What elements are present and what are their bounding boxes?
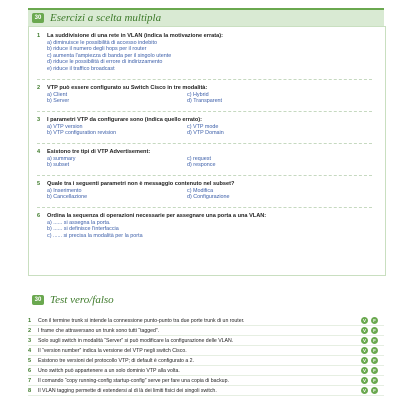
true-button[interactable]: V [362,338,366,343]
false-button[interactable]: F [371,387,378,394]
tf-statement: Il “version number” indica la versione del VTP negli switch Cisco. [38,347,187,354]
true-button[interactable]: V [362,318,366,323]
tf-number: 2 [28,327,32,334]
question-text: Esistono tre tipi di VTP Advertisement: [47,149,151,155]
section-number-badge: 30 [32,295,44,305]
option[interactable]: b) Cancellazione [47,194,88,201]
option[interactable]: d) responce [187,162,216,169]
tf-item [28,366,384,376]
option[interactable]: d) riduce le possibilità di errore di indirizzamento [47,59,163,66]
question-number: 2 [37,85,41,91]
true-button[interactable]: V [362,348,366,353]
option[interactable]: b) riduce il numero degli hops per il router [47,46,147,53]
option[interactable]: a) Client [47,92,68,98]
tf-statement: I frame che attraversano un trunk sono tutti “tagged”. [38,327,160,334]
tf-statement: Esistono tre versioni del protocollo VTP; di default è configurato a 2. [38,357,194,364]
option[interactable]: b) ...... si definisce l'interfaccia [47,226,119,233]
false-button[interactable]: F [371,357,378,364]
section-title: Esercizi a scelta multipla [50,12,162,24]
option[interactable]: b) VTP configuration revision [47,130,117,137]
tf-item [28,346,384,356]
true-button[interactable]: V [362,378,366,383]
question-number: 3 [37,117,41,123]
option[interactable]: d) VTP Domain [187,130,224,137]
option[interactable]: b) Server [47,98,70,105]
option[interactable]: b) subset [47,162,70,169]
option[interactable]: a) summary [47,156,76,162]
false-button[interactable]: F [371,377,378,384]
option[interactable]: a) ...... si assegna la porta. [47,220,111,226]
option[interactable]: c) VTP mode [187,124,219,130]
divider [37,79,372,80]
tf-item [28,336,384,346]
tf-statement: Con il termine trunk si intende la connessione punto-punto tra due porte trunk di un router. [38,317,245,324]
option[interactable]: a) VTP version [47,124,83,130]
tf-number: 7 [28,377,32,384]
question-1 [37,33,372,72]
option[interactable]: a) diminuisce le possibilità di accesso indebito [47,40,157,46]
true-button[interactable]: V [362,358,366,363]
question-number: 6 [37,213,41,219]
option[interactable]: c) request [187,156,211,162]
multiple-choice-box [28,26,386,276]
tf-item [28,376,384,386]
tf-statement: Solo sugli switch in modalità “Server” si può modificare la configurazione delle VLAN. [38,337,234,344]
tf-statement: Il VLAN tagging permette di estendersi al di là dei limiti fisici dei singoli switch. [38,387,217,394]
question-number: 1 [37,33,41,39]
question-5 [37,181,372,201]
option[interactable]: d) Transparent [187,98,223,105]
tf-item [28,386,384,396]
tf-item [28,316,384,326]
tf-number: 3 [28,337,32,344]
true-button[interactable]: V [362,328,366,333]
question-6 [37,213,372,239]
question-text: VTP può essere configurato su Switch Cisco in tre modalità: [47,85,208,91]
option[interactable]: c) Modifica [187,188,214,194]
option[interactable]: e) riduce il traffico broadcast [47,65,115,72]
divider [37,175,372,176]
true-false-header [28,292,384,308]
divider [37,111,372,112]
false-button[interactable]: F [371,317,378,324]
tf-statement: Uno switch può appartenere a un solo dominio VTP alla volta. [38,367,180,374]
tf-item [28,326,384,336]
question-3 [37,117,372,137]
option[interactable]: c) Hybrid [187,92,209,98]
true-button[interactable]: V [362,368,366,373]
tf-number: 4 [28,347,32,354]
tf-item [28,356,384,366]
question-text: Ordina la sequenza di operazioni necessarie per assegnare una porta a una VLAN: [47,213,267,219]
tf-number: 5 [28,357,32,364]
option[interactable]: c) ...... si precisa la modalità per la porta [47,232,143,239]
option[interactable]: c) aumenta l'ampiezza di banda per il singolo utente [47,52,172,59]
tf-number: 6 [28,367,32,374]
question-text: I parametri VTP da configurare sono (indica quello errato): [47,117,202,123]
question-4 [37,149,372,169]
option[interactable]: d) Configurazione [187,194,230,201]
false-button[interactable]: F [371,367,378,374]
question-text: La suddivisione di una rete in VLAN (indica la motivazione errata): [47,33,223,39]
question-number: 5 [37,181,41,187]
false-button[interactable]: F [371,347,378,354]
question-2 [37,85,372,105]
tf-statement: Il comando “copy running-config startup-config” serve per fare una copia di backup. [38,377,229,384]
false-button[interactable]: F [371,337,378,344]
divider [37,207,372,208]
question-number: 4 [37,149,41,155]
true-false-list [28,312,384,400]
section-number-badge: 30 [32,13,44,23]
tf-number: 1 [28,317,32,324]
section-title: Test vero/falso [50,294,114,306]
divider [37,143,372,144]
question-text: Quale tra i seguenti parametri non è messaggio contenuto nel subset? [47,181,235,187]
tf-number: 8 [28,387,32,394]
multiple-choice-header [28,8,384,26]
true-button[interactable]: V [362,388,366,393]
option[interactable]: a) Inserimento [47,188,82,194]
false-button[interactable]: F [371,327,378,334]
